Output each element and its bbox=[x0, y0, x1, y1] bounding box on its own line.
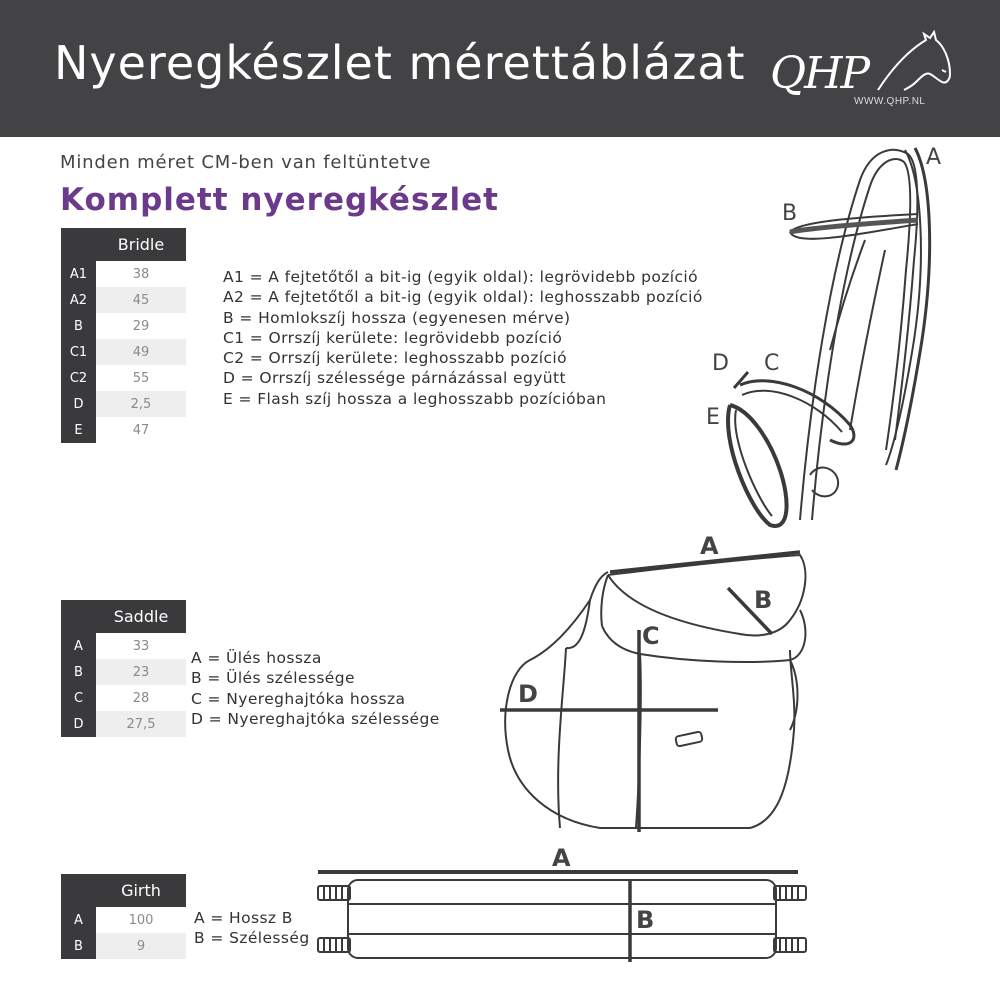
table-row bbox=[61, 365, 186, 391]
bridle-label-b: B bbox=[782, 201, 798, 226]
table-header-label: Bridle bbox=[96, 228, 186, 261]
table-header bbox=[61, 228, 186, 261]
header-banner bbox=[0, 0, 1000, 137]
row-key: C2 bbox=[61, 365, 96, 391]
table-row bbox=[61, 907, 186, 933]
logo-wordmark: QHP bbox=[770, 48, 869, 99]
row-value: 2,5 bbox=[96, 391, 186, 417]
girth-label-b: B bbox=[636, 906, 655, 934]
row-key: B bbox=[61, 313, 96, 339]
legend-line: A2 = A fejtetőtől a bit-ig (egyik oldal): leghosszabb pozíció bbox=[223, 288, 703, 307]
row-key: A1 bbox=[61, 261, 96, 287]
table-row bbox=[61, 339, 186, 365]
row-key: B bbox=[61, 659, 96, 685]
legend-line: B = Szélesség bbox=[194, 929, 310, 948]
table-row bbox=[61, 417, 186, 443]
row-value: 100 bbox=[128, 912, 154, 928]
girth-legend bbox=[194, 908, 310, 949]
bridle-label-d: D bbox=[712, 351, 729, 376]
row-key: B bbox=[61, 933, 96, 959]
row-key: A bbox=[61, 633, 96, 659]
page-title: Nyeregkészlet mérettáblázat bbox=[54, 36, 746, 90]
legend-line: C2 = Orrszíj kerülete: leghosszabb pozíció bbox=[223, 349, 567, 368]
saddle-legend bbox=[191, 648, 440, 729]
saddle-label-c: C bbox=[642, 622, 660, 650]
row-key: D bbox=[61, 391, 96, 417]
table-row bbox=[61, 261, 186, 287]
table-row bbox=[61, 313, 186, 339]
row-key: C1 bbox=[61, 339, 96, 365]
logo-url: WWW.QHP.NL bbox=[854, 96, 926, 107]
table-row bbox=[61, 633, 186, 659]
table-header-label: Girth bbox=[96, 874, 186, 907]
table-row bbox=[61, 287, 186, 313]
table-header-label: Saddle bbox=[96, 600, 186, 633]
legend-line: A = Ülés hossza bbox=[191, 649, 322, 667]
saddle-label-a: A bbox=[700, 532, 719, 560]
row-value: 49 bbox=[96, 339, 186, 365]
bridle-label-e: E bbox=[706, 405, 720, 430]
bridle-label-a: A bbox=[926, 145, 942, 170]
table-header bbox=[61, 874, 186, 907]
row-value: 29 bbox=[132, 318, 150, 334]
table-row bbox=[61, 711, 186, 737]
row-value: 23 bbox=[96, 659, 186, 685]
girth-table bbox=[61, 874, 186, 959]
qhp-logo bbox=[766, 30, 956, 110]
legend-line: E = Flash szíj hossza a leghosszabb pozícióban bbox=[223, 389, 607, 408]
girth-label-a: A bbox=[552, 844, 571, 872]
legend-line: D = Orrszíj szélessége párnázással együtt bbox=[223, 369, 566, 388]
saddle-diagram bbox=[490, 530, 830, 835]
legend-line: A1 = A fejtetőtől a bit-ig (egyik oldal): legrövidebb pozíció bbox=[223, 268, 698, 286]
row-value: 38 bbox=[132, 266, 150, 282]
bridle-table bbox=[61, 228, 186, 443]
row-key: D bbox=[61, 711, 96, 737]
legend-line: D = Nyereghajtóka szélessége bbox=[191, 709, 440, 728]
table-row bbox=[61, 659, 186, 685]
row-value: 55 bbox=[132, 370, 150, 386]
row-value: 33 bbox=[132, 638, 150, 654]
legend-line: B = Homlokszíj hossza (egyenesen mérve) bbox=[223, 308, 571, 327]
row-value: 45 bbox=[96, 287, 186, 313]
bridle-label-c: C bbox=[764, 351, 780, 376]
table-header bbox=[61, 600, 186, 633]
section-title: Komplett nyeregkészlet bbox=[60, 182, 499, 218]
table-row bbox=[61, 391, 186, 417]
saddle-label-d: D bbox=[518, 680, 538, 708]
legend-line: A = Hossz B bbox=[194, 909, 293, 927]
row-key: E bbox=[61, 417, 96, 443]
row-value: 28 bbox=[132, 690, 150, 706]
legend-line: C = Nyereghajtóka hossza bbox=[191, 689, 406, 708]
saddle-table bbox=[61, 600, 186, 737]
bridle-diagram bbox=[700, 140, 960, 535]
row-key: A bbox=[61, 907, 96, 933]
legend-line: C1 = Orrszíj kerülete: legrövidebb pozíció bbox=[223, 328, 563, 347]
bridle-legend bbox=[223, 267, 703, 409]
saddle-label-b: B bbox=[754, 586, 773, 614]
girth-diagram bbox=[310, 842, 810, 967]
row-key: C bbox=[61, 685, 96, 711]
legend-line: B = Ülés szélessége bbox=[191, 669, 355, 688]
row-value: 47 bbox=[132, 422, 150, 438]
table-row bbox=[61, 685, 186, 711]
row-value: 27,5 bbox=[96, 711, 186, 737]
row-key: A2 bbox=[61, 287, 96, 313]
table-row bbox=[61, 933, 186, 959]
row-value: 9 bbox=[96, 933, 186, 959]
units-note: Minden méret CM-ben van feltüntetve bbox=[60, 152, 432, 173]
